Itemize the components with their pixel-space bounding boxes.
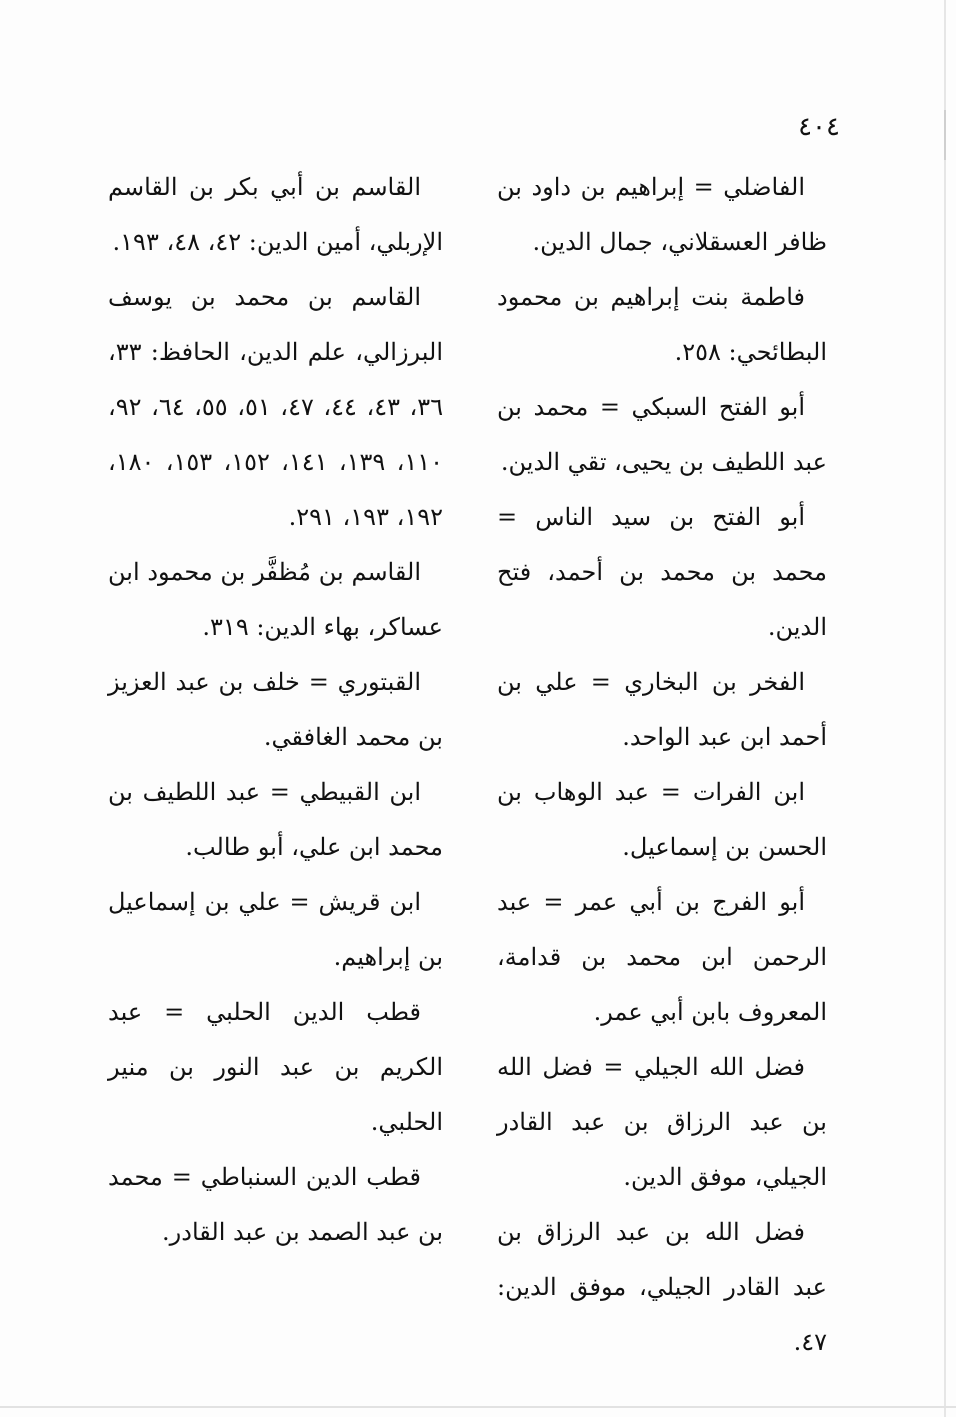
- left-column: [108, 160, 443, 1260]
- index-entry: القاسم بن محمد بن يوسف البرزالي، علم الدين، الحافظ: ٣٣، ٣٦، ٤٣، ٤٤، ٤٧، ٥١، ٥٥، ٦٤، ٩٢، ١١٠، ١٣٩، ١٤١، ١٥٢، ١٥٣، ١٨٠، ١٩٢، ١٩٣، ٢٩١.: [108, 283, 444, 531]
- page-edge-right: [944, 0, 946, 1417]
- index-entry: أبو الفتح السبكي = محمد بن عبد اللطيف بن يحيى، تقي الدين.: [497, 393, 827, 476]
- index-entry: القبتوري = خلف بن عبد العزيز بن محمد الغافقي.: [108, 668, 443, 751]
- index-entry: فضل الله الجيلي = فضل الله بن عبد الرزاق بن عبد القادر الجيلي، موفق الدين.: [497, 1053, 827, 1191]
- index-entry: القاسم بن مُظفَّر بن محمود ابن عساكر، بهاء الدين: ٣١٩.: [108, 558, 443, 641]
- index-entry: فاطمة بنت إبراهيم بن محمود البطائحي: ٢٥٨.: [497, 283, 827, 366]
- page-edge-mark: [944, 110, 946, 160]
- index-entry: ابن القبيطي = عبد اللطيف بن محمد ابن علي، أبو طالب.: [108, 778, 443, 861]
- page-number: ٤٠٤: [798, 112, 840, 142]
- index-entry: قطب الدين الحلبي = عبد الكريم بن عبد النور بن منير الحلبي.: [108, 998, 443, 1136]
- index-entry: أبو الفتح بن سيد الناس = محمد بن محمد بن أحمد، فتح الدين.: [497, 503, 827, 641]
- index-entry: فضل الله بن عبد الرزاق بن عبد القادر الجيلي، موفق الدين: ٤٧.: [497, 1218, 827, 1356]
- index-entry: ابن الفرات = عبد الوهاب بن الحسن بن إسماعيل.: [497, 778, 827, 861]
- index-entry: الفخر بن البخاري = علي بن أحمد ابن عبد الواحد.: [497, 668, 827, 751]
- right-column: [497, 160, 827, 1370]
- index-entry: الفاضلي = إبراهيم بن داود بن ظافر العسقلاني، جمال الدين.: [497, 173, 827, 256]
- index-entry: قطب الدين السنباطي = محمد بن عبد الصمد بن عبد القادر.: [108, 1163, 443, 1246]
- index-entry: أبو الفرج بن أبي عمر = عبد الرحمن ابن محمد بن قدامة، المعروف بابن أبي عمر.: [497, 888, 827, 1026]
- page-edge-bottom: [0, 1406, 956, 1408]
- index-entry: ابن قريش = علي بن إسماعيل بن إبراهيم.: [108, 888, 443, 971]
- index-entry: القاسم بن أبي بكر بن القاسم الإربلي، أمين الدين: ٤٢، ٤٨، ١٩٣.: [108, 173, 443, 256]
